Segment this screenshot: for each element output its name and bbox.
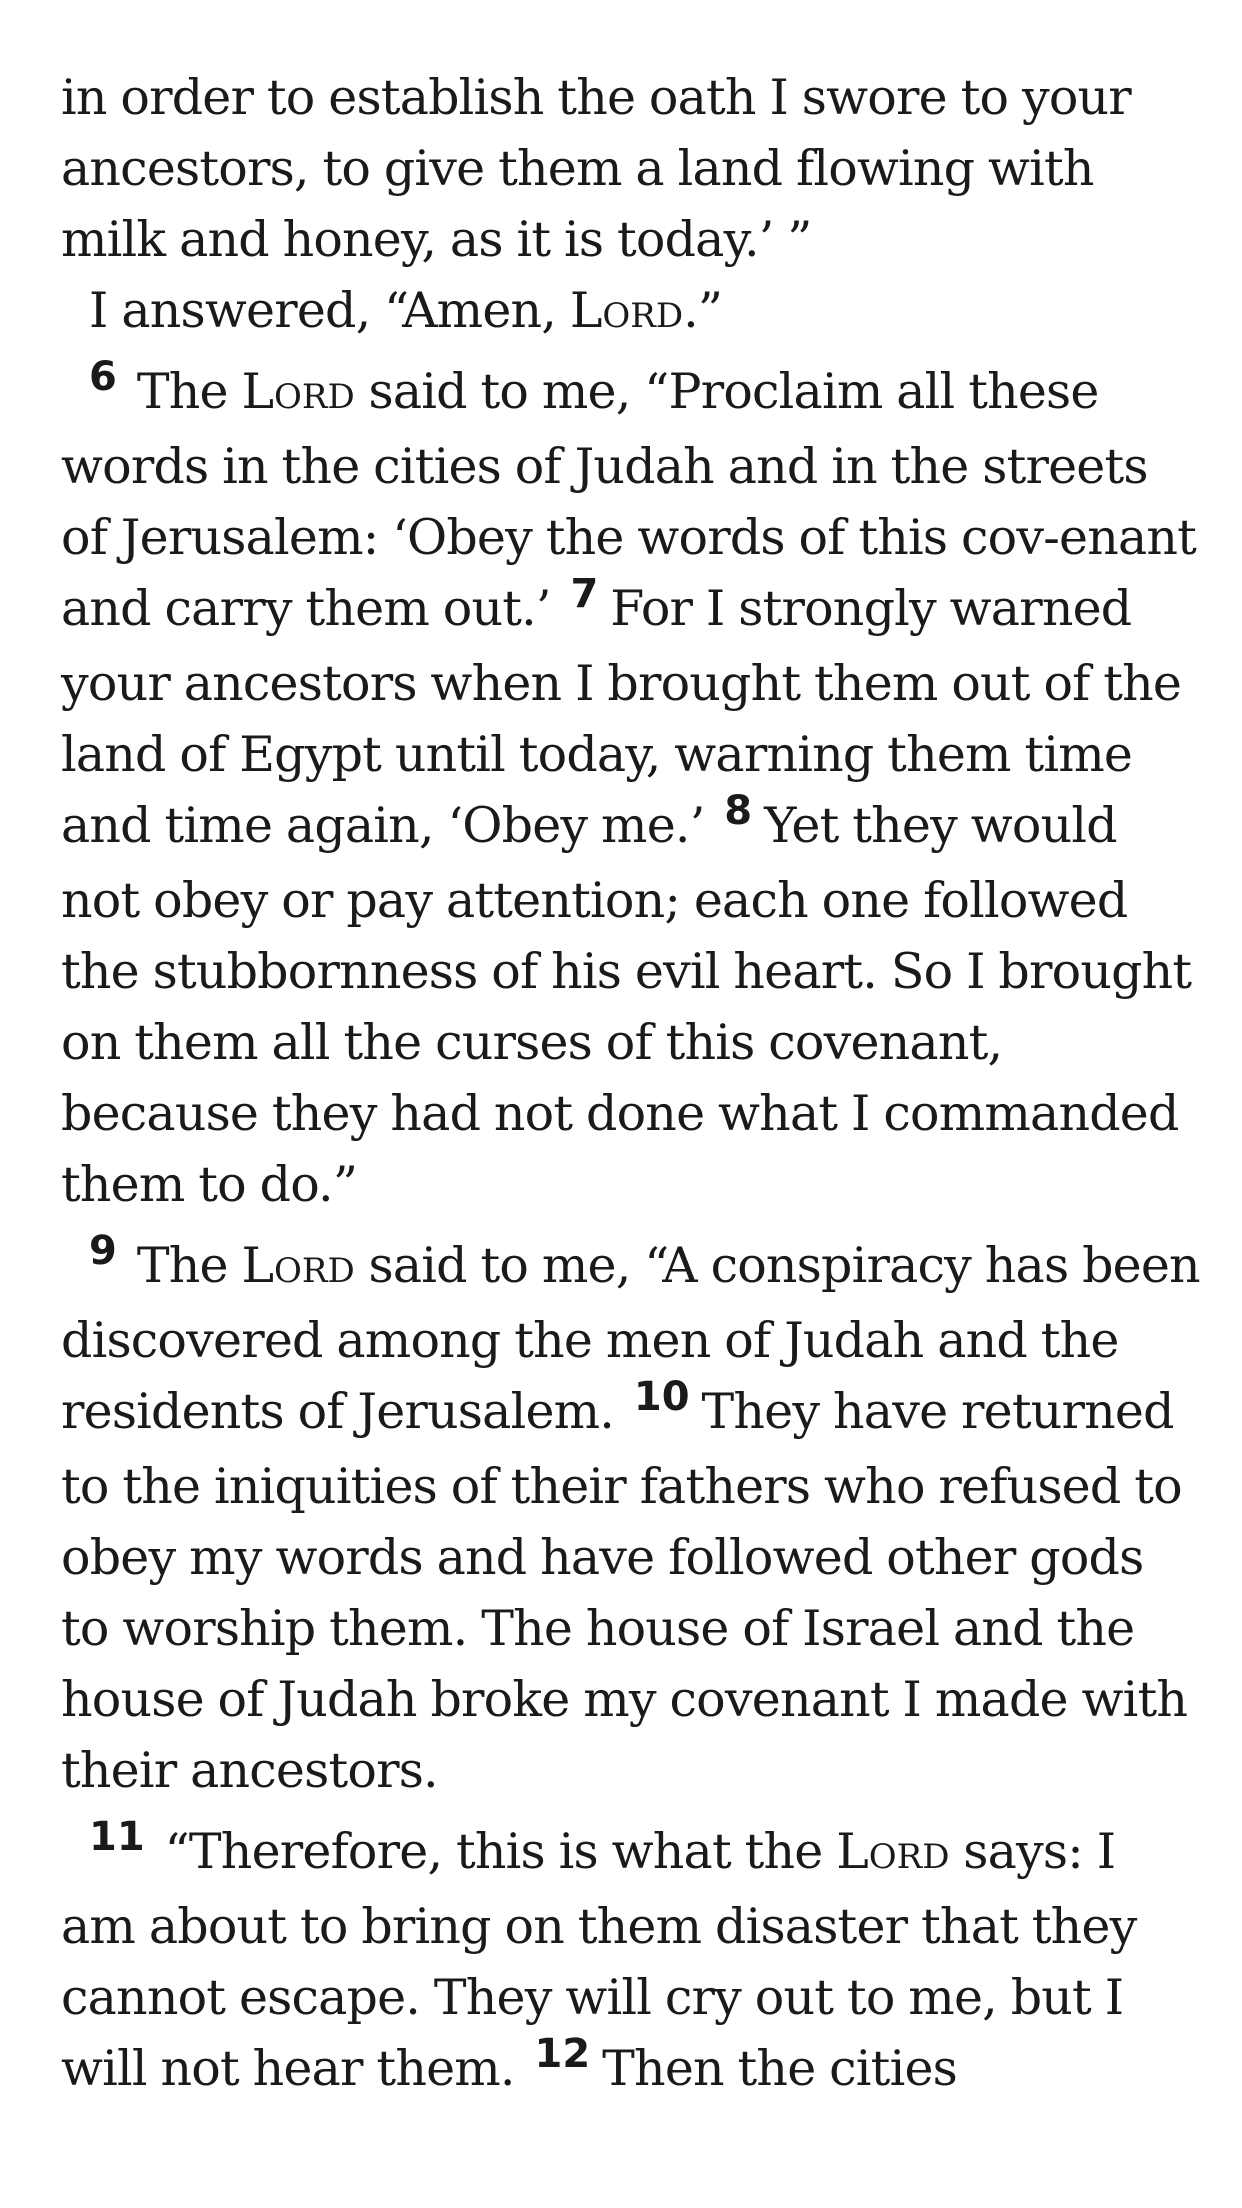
verse-number: 9 bbox=[89, 1228, 117, 1274]
passage-text: in order to establish the oath I swore to your ancestors, to give them a land flowing with milk and honey, as it is today.’ ” bbox=[61, 69, 1131, 268]
verse-number: 11 bbox=[89, 1814, 145, 1860]
reader-page bbox=[61, 62, 1201, 2108]
passage-text: said to me, “A conspiracy has been discovered among the men of Judah and the residents of Jerusalem. bbox=[61, 1237, 1200, 1440]
divine-name: Lord bbox=[569, 282, 684, 339]
verse-number: 8 bbox=[724, 788, 753, 834]
passage-paragraph-continued bbox=[61, 62, 1201, 275]
passage-text: They have returned to the iniquities of their fathers who refused to obey my words and have followed other gods to worship them. The house of Israel and the house of Judah broke my covenant I made with their ancestors. bbox=[61, 1383, 1188, 1799]
verse-number: 10 bbox=[633, 1374, 690, 1420]
verse-number: 12 bbox=[534, 2031, 591, 2077]
passage-text: says: I am about to bring on them disaster that they cannot escape. They will cry out to me, but I will not hear them. bbox=[61, 1823, 1137, 2097]
passage-text: said to me, “Proclaim all these words in the cities of Judah and in the streets of Jerusalem: ‘Obey the words of this cov-enant and carry them out.’ bbox=[61, 363, 1197, 637]
passage-paragraph-verse-9 bbox=[61, 1230, 1201, 1806]
divine-name: Lord bbox=[836, 1823, 950, 1880]
passage-paragraph-verse-11 bbox=[61, 1816, 1201, 2108]
passage-text: The bbox=[136, 1237, 242, 1294]
passage-text: .” bbox=[683, 282, 723, 339]
verse-number: 7 bbox=[570, 571, 599, 617]
passage-text: Then the cities bbox=[602, 2040, 957, 2097]
passage-text: “Therefore, this is what the bbox=[164, 1823, 837, 1880]
verse-number: 6 bbox=[89, 354, 117, 400]
passage-text: For I strongly warned your ancestors when I brought them out of the land of Egypt until today, warning them time and time again, ‘Obey me.’ bbox=[61, 580, 1182, 854]
divine-name: Lord bbox=[241, 363, 355, 420]
passage-text: I answered, “Amen, bbox=[89, 282, 570, 339]
passage-paragraph-answer bbox=[61, 275, 1201, 346]
divine-name: Lord bbox=[241, 1237, 355, 1294]
passage-text: The bbox=[136, 363, 242, 420]
passage-text: Yet they would not obey or pay attention; each one followed the stubbornness of his evil heart. So I brought on them all the curses of this covenant, because they had not done what I commanded them to do.” bbox=[61, 797, 1192, 1213]
passage-paragraph-verse-6 bbox=[61, 356, 1201, 1220]
